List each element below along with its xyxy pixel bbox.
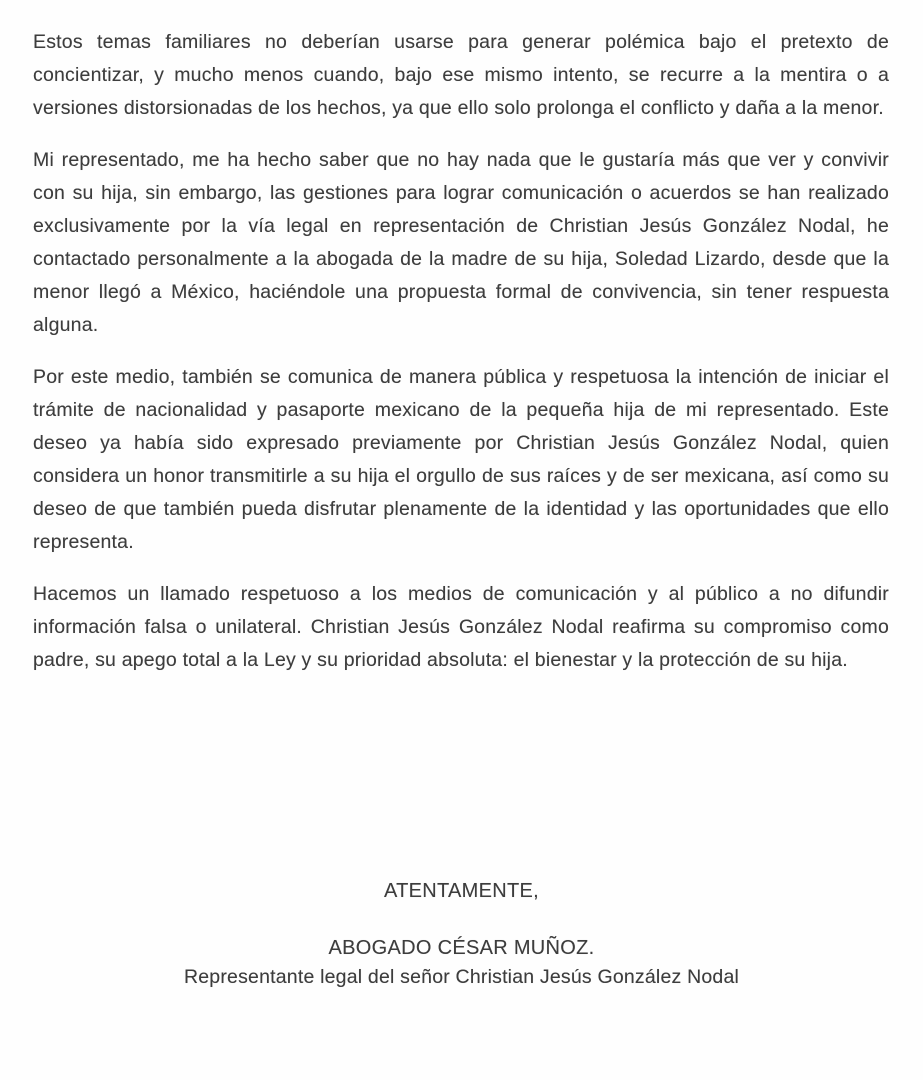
paragraph-legal-efforts: Mi representado, me ha hecho saber que no hay nada que le gustaría más que ver y convivir con su hija, sin embargo, las gestiones para lograr comunicación o acuerdos se han realizado exclusivamente por la vía legal en representación de Christian Jesús González Nodal, he contactado personalmente a la abogada de la madre de su hija, Soledad Lizardo, desde que la menor llegó a México, haciéndole una propuesta formal de convivencia, sin tener respuesta alguna. bbox=[33, 149, 889, 336]
signatory-role: Representante legal del señor Christian Jesús González Nodal bbox=[183, 966, 740, 988]
paragraph-nationality-passport: Por este medio, también se comunica de manera pública y respetuosa la intención de iniciar el trámite de nacionalidad y pasaporte mexicano de la pequeña hija de mi representado. Este deseo ya había sido expresado previamente por Christian Jesús González Nodal, quien considera un honor transmitirle a su hija el orgullo de sus raíces y de ser mexicana, así como su deseo de que también pueda disfrutar plenamente de la identidad y las oportunidades que ello representa. bbox=[33, 366, 889, 553]
statement-body bbox=[33, 26, 889, 696]
closing-block bbox=[0, 876, 923, 992]
paragraph-media-appeal: Hacemos un llamado respetuoso a los medios de comunicación y al público a no difundir información falsa o unilateral. Christian Jesús González Nodal reafirma su compromiso como padre, su apego total a la Ley y su prioridad absoluta: el bienestar y la protección de su hija. bbox=[33, 583, 889, 671]
signatory-name: ABOGADO CÉSAR MUÑOZ. bbox=[328, 937, 595, 959]
closing-salutation: ATENTAMENTE, bbox=[383, 880, 540, 902]
paragraph-family-topics: Estos temas familiares no deberían usarse para generar polémica bajo el pretexto de concientizar, y mucho menos cuando, bajo ese mismo intento, se recurre a la mentira o a versiones distorsionadas de los hechos, ya que ello solo prolonga el conflicto y daña a la menor. bbox=[33, 31, 889, 119]
